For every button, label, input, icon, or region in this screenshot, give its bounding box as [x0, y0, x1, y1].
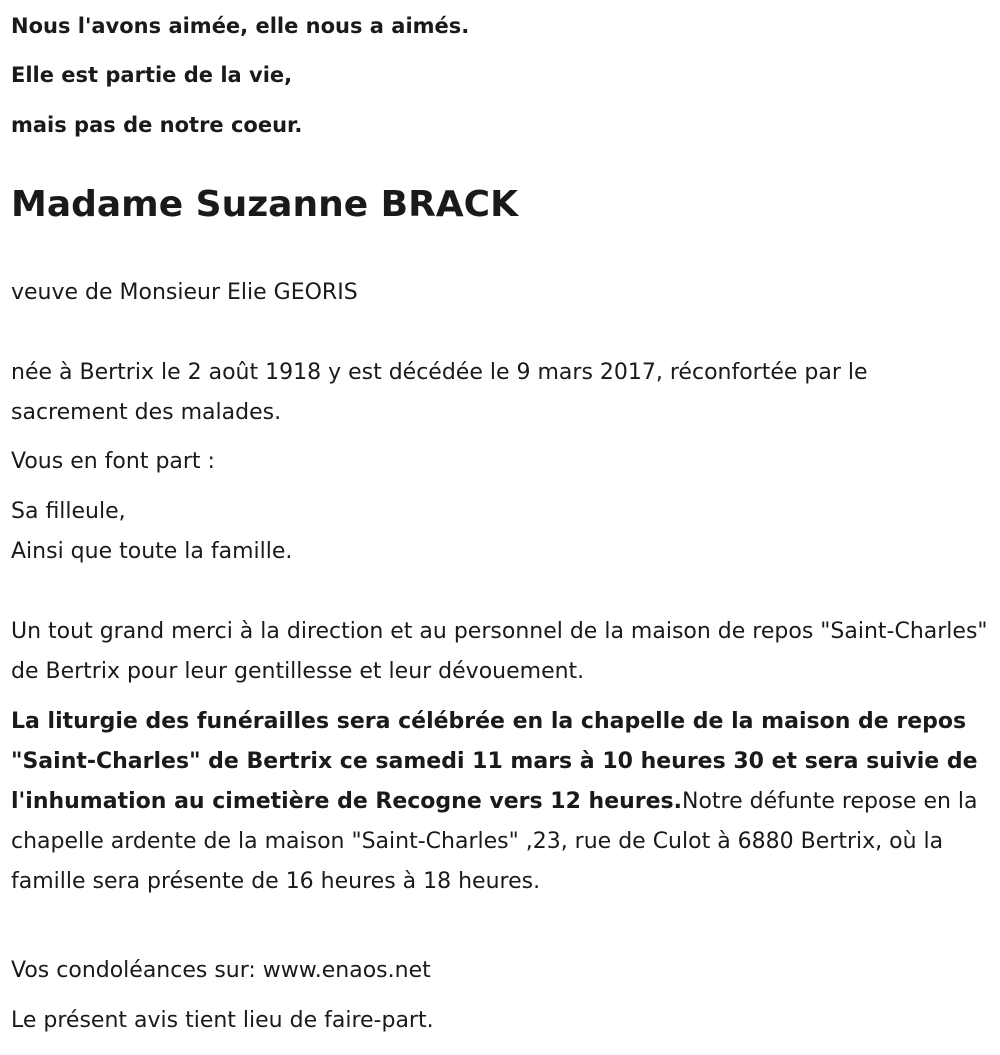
funeral-bold-text: La liturgie des funérailles sera célébrée en la chapelle de la maison de repos "Saint-Charles" de Bertrix ce samedi 11 mars à 10 heures 30 et sera suivie de l'inhumation au cimetière de Recogne vers 12 heures. — [11, 709, 978, 814]
announce-line: Vous en font part : — [11, 449, 215, 474]
poem-line-3: mais pas de notre coeur. — [11, 113, 303, 137]
birth-death-paragraph: née à Bertrix le 2 août 1918 y est décédée le 9 mars 2017, réconfortée par le sacrement des malades. — [11, 360, 868, 425]
funeral-rest-text: Notre défunte repose en la chapelle ardente de la maison "Saint-Charles" ,23, rue de Culot à 6880 Bertrix, où la famille sera présente de 16 heures à 18 heures. — [11, 789, 978, 894]
poem-line-2: Elle est partie de la vie, — [11, 63, 293, 87]
condolences-line: Vos condoléances sur: www.enaos.net — [11, 958, 431, 983]
family-line-2: Ainsi que toute la famille. — [11, 539, 293, 564]
closing-line: Le présent avis tient lieu de faire-part. — [11, 1008, 434, 1033]
deceased-name: Madame Suzanne BRACK — [11, 184, 518, 225]
poem-line-1: Nous l'avons aimée, elle nous a aimés. — [11, 14, 470, 38]
family-line-1: Sa filleule, — [11, 499, 126, 524]
spouse-line: veuve de Monsieur Elie GEORIS — [11, 280, 358, 305]
thanks-paragraph: Un tout grand merci à la direction et au personnel de la maison de repos "Saint-Charles" de Bertrix pour leur gentillesse et leur dévouement. — [11, 619, 988, 684]
funeral-paragraph — [11, 702, 991, 902]
